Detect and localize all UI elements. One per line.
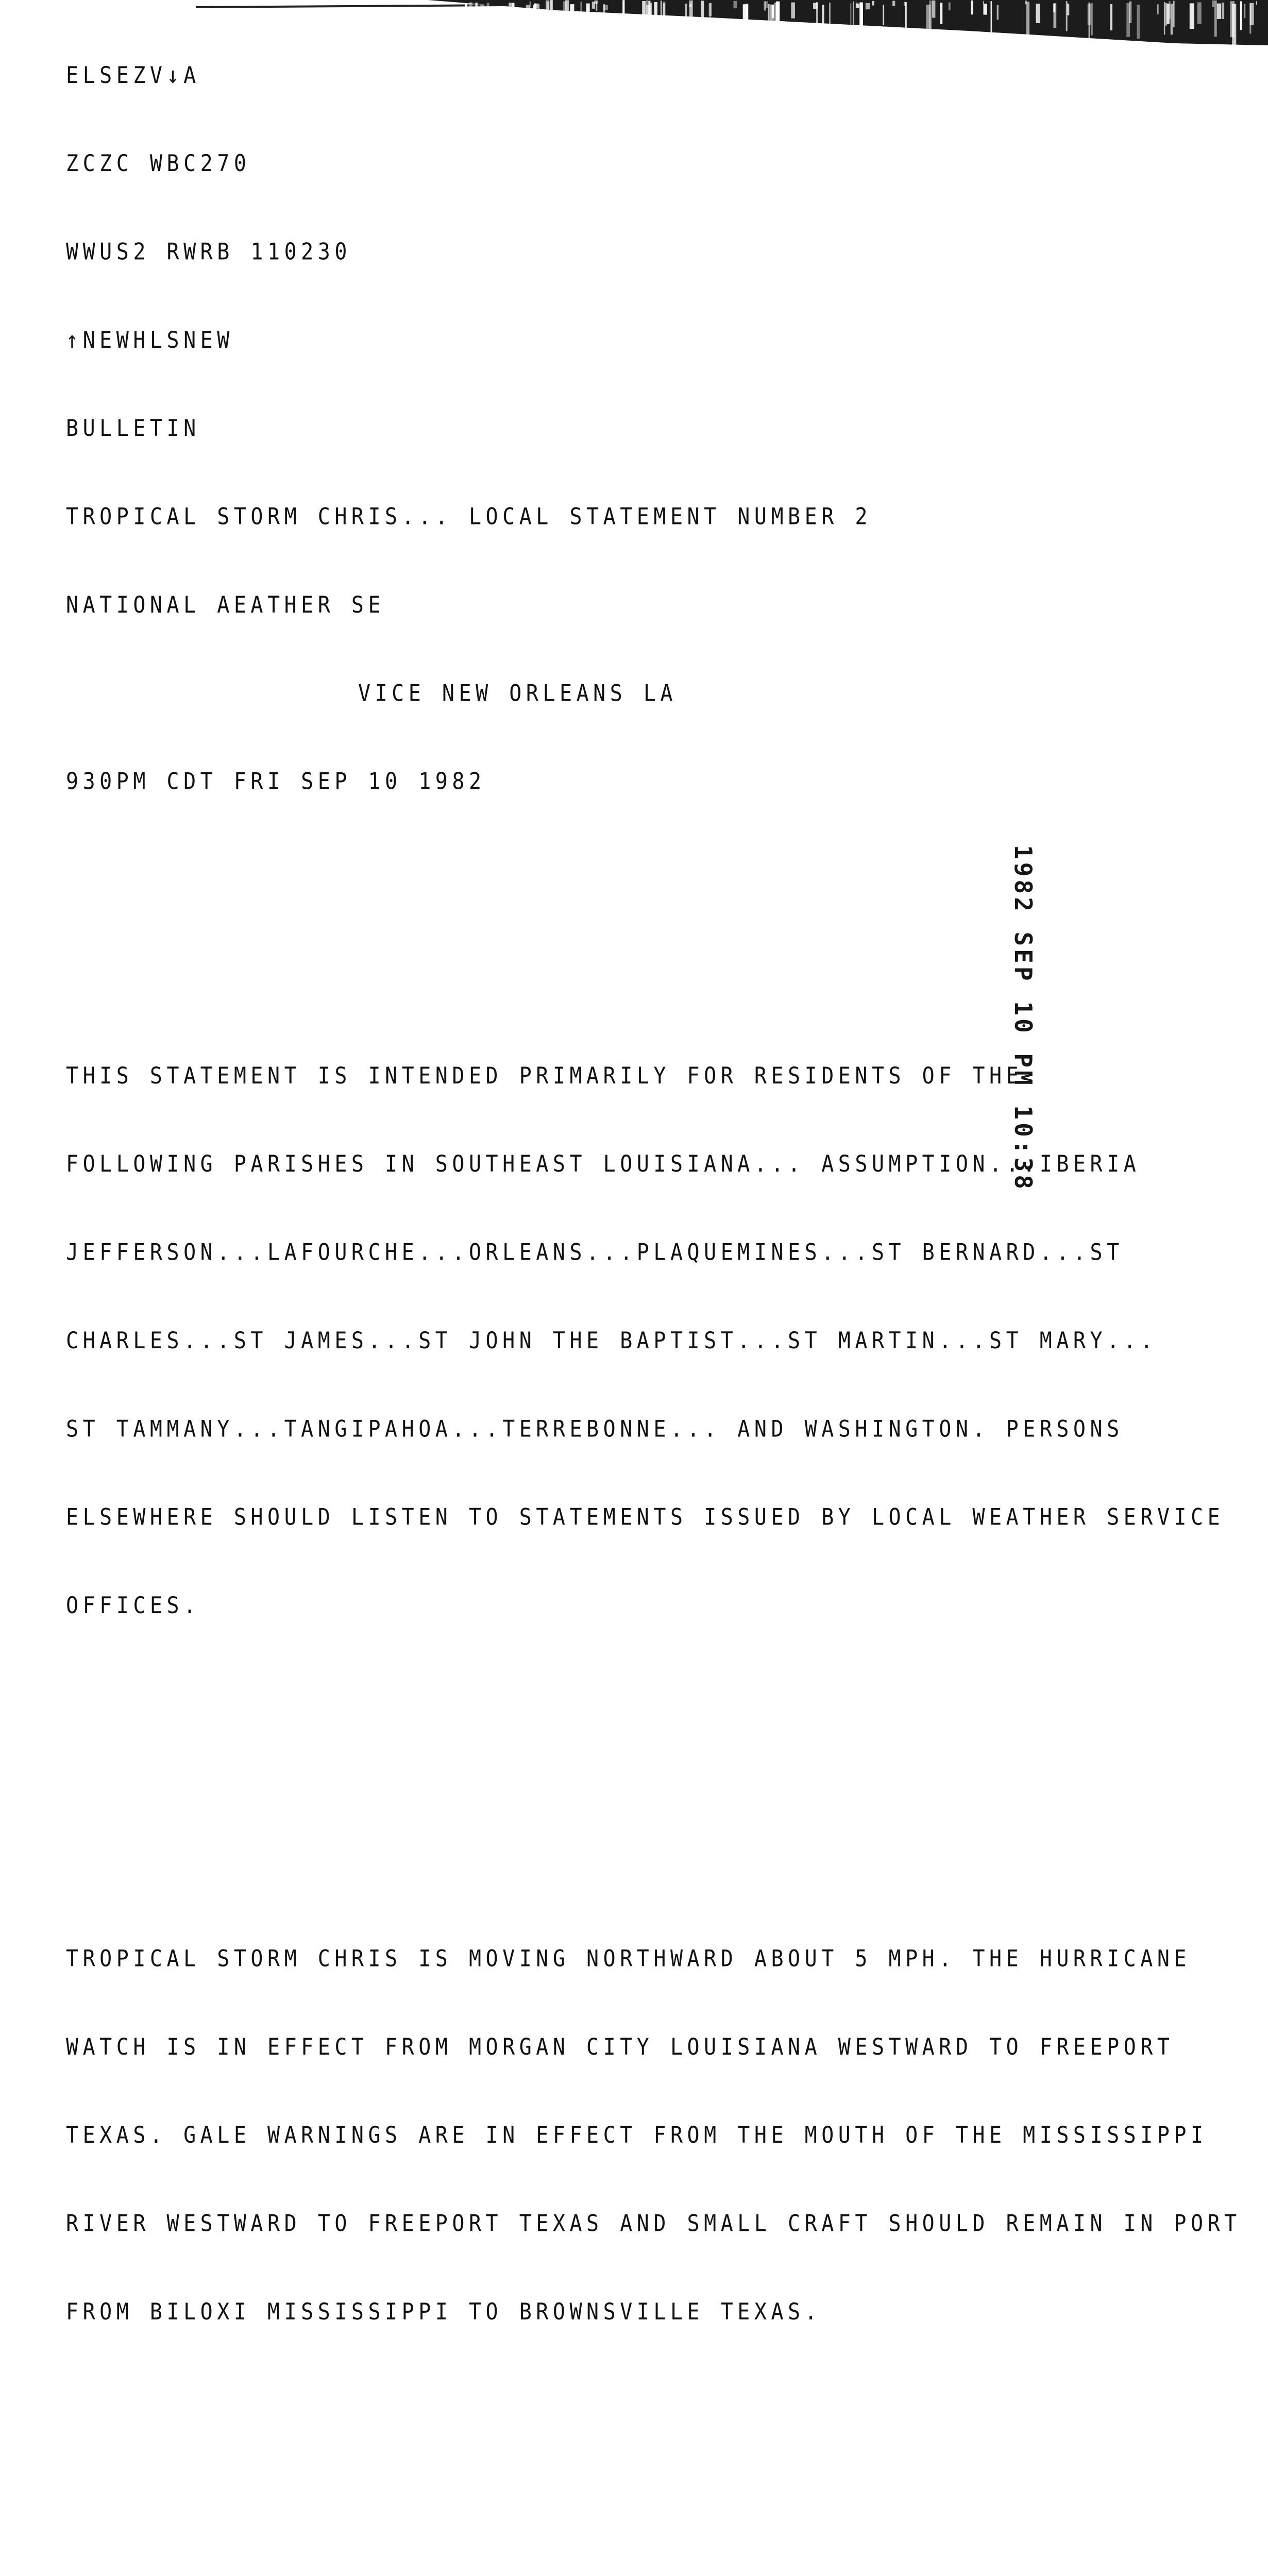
paragraph-line: JEFFERSON...LAFOURCHE...ORLEANS...PLAQUEMINES...ST BERNARD...ST: [66, 1239, 1124, 1266]
issuing-office: NATIONAL AEATHER SE: [66, 591, 385, 619]
strip-noise: [1241, 3, 1242, 6]
paragraph-line: ST TAMMANY...TANGIPAHOA...TERREBONNE... AND WASHINGTON. PERSONS: [66, 1416, 1124, 1443]
received-date-stamp: [1007, 845, 1049, 1192]
strip-noise: [1230, 1, 1235, 37]
teletype-text: [66, 2, 1241, 2576]
issue-timestamp: 930PM CDT FRI SEP 10 1982: [66, 768, 486, 795]
paragraph-line: OFFICES.: [66, 1592, 200, 1619]
paragraph-line: FOLLOWING PARISHES IN SOUTHEAST LOUISIANA... ASSUMPTION...IBERIA: [66, 1150, 1141, 1178]
paragraph-line: THIS STATEMENT IS INTENDED PRIMARILY FOR RESIDENTS OF THE: [66, 1062, 1023, 1090]
bulletin-label: BULLETIN: [66, 415, 200, 442]
strip-noise: [1244, 4, 1245, 18]
paragraph-line: TEXAS. GALE WARNINGS ARE IN EFFECT FROM THE MOUTH OF THE MISSISSIPPI: [66, 2122, 1208, 2149]
header-line: ZCZC WBC270: [66, 150, 251, 177]
header-line: ↑NEWHLSNEW: [66, 327, 234, 354]
stamp-text: 1982 SEP 10 PM 10:38: [1009, 845, 1037, 1192]
paragraph-parishes: [66, 1003, 1225, 1680]
paragraph-line: RIVER WESTWARD TO FREEPORT TEXAS AND SMALL CRAFT SHOULD REMAIN IN PORT: [66, 2210, 1241, 2237]
header-line: WWUS2 RWRB 110230: [66, 239, 351, 265]
strip-noise: [1249, 4, 1251, 34]
strip-noise: [1222, 3, 1224, 19]
statement-title: TROPICAL STORM CHRIS... LOCAL STATEMENT NUMBER 2: [66, 503, 872, 530]
paragraph-line: CHARLES...ST JAMES...ST JOHN THE BAPTIST...ST MARTIN...ST MARY...: [66, 1327, 1157, 1354]
paragraph-line: TROPICAL STORM CHRIS IS MOVING NORTHWARD ABOUT 5 MPH. THE HURRICANE: [66, 1945, 1191, 1972]
strip-noise: [1256, 1, 1257, 5]
paragraph-line: WATCH IS IN EFFECT FROM MORGAN CITY LOUISIANA WESTWARD TO FREEPORT: [66, 2033, 1174, 2061]
header-line: ELSEZV↓A: [66, 62, 200, 89]
paragraph-line: ELSEWHERE SHOULD LISTEN TO STATEMENTS ISSUED BY LOCAL WEATHER SERVICE: [66, 1504, 1225, 1531]
paragraph-line: FROM BILOXI MISSISSIPPI TO BROWNSVILLE TEXAS.: [66, 2298, 822, 2326]
paragraph-warnings: [66, 1886, 1241, 2386]
issuing-office-continued: VICE NEW ORLEANS LA: [358, 680, 678, 707]
